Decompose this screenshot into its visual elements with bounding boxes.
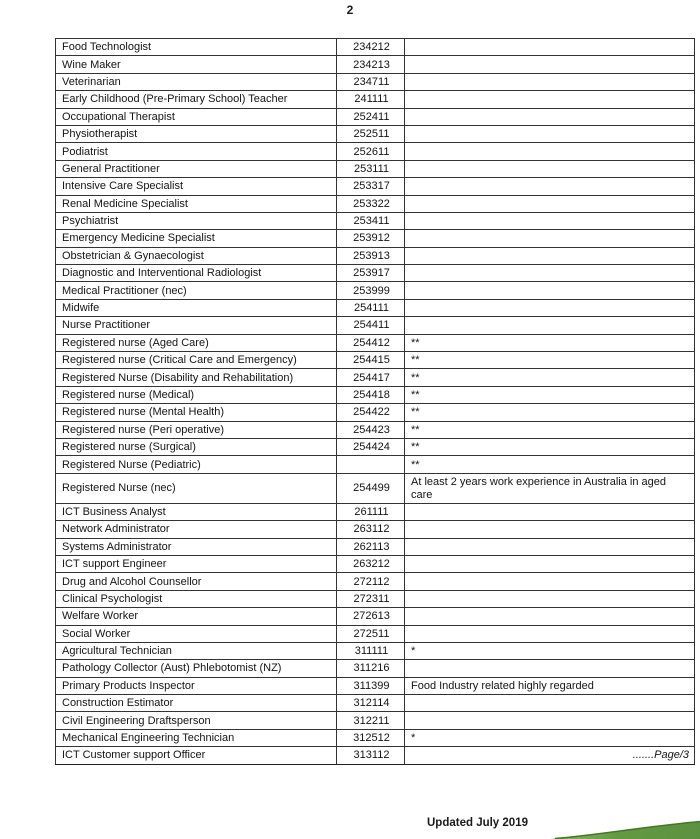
table-row [56,108,695,125]
table-row [56,160,695,177]
note-cell [405,178,695,195]
note-cell: ** [405,438,695,455]
note-cell [405,160,695,177]
note-cell [405,247,695,264]
code-cell: 253111 [337,160,405,177]
code-cell: 234711 [337,73,405,90]
table-row [56,555,695,572]
table-row [56,56,695,73]
occupation-cell: ICT Business Analyst [56,503,337,520]
code-cell: 253411 [337,212,405,229]
code-cell: 253912 [337,230,405,247]
table-row [56,386,695,403]
note-cell: ** [405,334,695,351]
code-cell [337,456,405,473]
occupation-cell: Wine Maker [56,56,337,73]
note-cell: ** [405,352,695,369]
occupation-cell: Early Childhood (Pre-Primary School) Teacher [56,91,337,108]
code-cell: 272613 [337,608,405,625]
note-cell [405,695,695,712]
occupation-table [55,38,695,765]
green-swoosh-decoration [550,817,700,839]
occupation-cell: General Practitioner [56,160,337,177]
code-cell: 254418 [337,386,405,403]
occupation-cell: Agricultural Technician [56,642,337,659]
occupation-cell: Registered nurse (Surgical) [56,438,337,455]
note-cell: ** [405,369,695,386]
code-cell: 312211 [337,712,405,729]
occupation-cell: Registered nurse (Medical) [56,386,337,403]
table-row [56,590,695,607]
note-cell: .......Page/3 [405,747,695,764]
note-cell [405,56,695,73]
note-cell: ** [405,404,695,421]
table-row [56,212,695,229]
code-cell: 254422 [337,404,405,421]
table-row [56,299,695,316]
occupation-cell: Primary Products Inspector [56,677,337,694]
code-cell: 253913 [337,247,405,264]
code-cell: 234212 [337,39,405,56]
note-cell [405,108,695,125]
occupation-cell: Registered nurse (Critical Care and Emergency) [56,352,337,369]
code-cell: 261111 [337,503,405,520]
occupation-cell: Occupational Therapist [56,108,337,125]
occupation-cell: Intensive Care Specialist [56,178,337,195]
note-cell [405,573,695,590]
code-cell: 254424 [337,438,405,455]
code-cell: 311111 [337,642,405,659]
code-cell: 252411 [337,108,405,125]
table-row [56,317,695,334]
note-cell [405,608,695,625]
code-cell: 254417 [337,369,405,386]
occupation-cell: Mechanical Engineering Technician [56,729,337,746]
table-row [56,178,695,195]
note-cell [405,555,695,572]
note-cell: * [405,642,695,659]
code-cell: 254111 [337,299,405,316]
table-row [56,729,695,746]
occupation-cell: Social Worker [56,625,337,642]
table-row [56,265,695,282]
note-cell [405,125,695,142]
table-row [56,456,695,473]
table-row [56,125,695,142]
code-cell: 254423 [337,421,405,438]
note-cell [405,91,695,108]
occupation-cell: Registered Nurse (Pediatric) [56,456,337,473]
code-cell: 262113 [337,538,405,555]
occupation-cell: Clinical Psychologist [56,590,337,607]
occupation-cell: Obstetrician & Gynaecologist [56,247,337,264]
table-row [56,608,695,625]
table-row [56,521,695,538]
note-cell [405,712,695,729]
footer-updated-date: Updated July 2019 [427,817,528,829]
note-cell: * [405,729,695,746]
table-row [56,73,695,90]
occupation-cell: Systems Administrator [56,538,337,555]
table-row [56,352,695,369]
occupation-cell: Registered Nurse (Disability and Rehabilitation) [56,369,337,386]
code-cell: 253917 [337,265,405,282]
note-cell [405,625,695,642]
note-cell [405,317,695,334]
table-row [56,695,695,712]
table-row [56,625,695,642]
table-row [56,573,695,590]
table-row [56,247,695,264]
occupation-cell: Physiotherapist [56,125,337,142]
code-cell: 254415 [337,352,405,369]
table-row [56,421,695,438]
page-number: 2 [346,3,354,17]
occupation-cell: Drug and Alcohol Counsellor [56,573,337,590]
code-cell: 241111 [337,91,405,108]
occupation-cell: Emergency Medicine Specialist [56,230,337,247]
code-cell: 252611 [337,143,405,160]
note-cell [405,39,695,56]
occupation-cell: Civil Engineering Draftsperson [56,712,337,729]
note-cell: ** [405,456,695,473]
table-row [56,369,695,386]
note-cell: Food Industry related highly regarded [405,677,695,694]
note-cell [405,230,695,247]
occupation-cell: Diagnostic and Interventional Radiologist [56,265,337,282]
code-cell: 311399 [337,677,405,694]
note-cell: ** [405,421,695,438]
note-cell [405,590,695,607]
code-cell: 253317 [337,178,405,195]
occupation-cell: Food Technologist [56,39,337,56]
note-cell [405,299,695,316]
code-cell: 252511 [337,125,405,142]
occupation-table-container [55,38,694,765]
code-cell: 263112 [337,521,405,538]
table-row [56,642,695,659]
code-cell: 313112 [337,747,405,764]
table-row [56,282,695,299]
table-row [56,143,695,160]
note-cell [405,73,695,90]
table-row [56,404,695,421]
table-row [56,538,695,555]
code-cell: 234213 [337,56,405,73]
code-cell: 272112 [337,573,405,590]
table-row [56,677,695,694]
occupation-cell: Pathology Collector (Aust) Phlebotomist (NZ) [56,660,337,677]
occupation-cell: Network Administrator [56,521,337,538]
code-cell: 253999 [337,282,405,299]
code-cell: 312512 [337,729,405,746]
occupation-table-body [56,39,695,765]
note-cell [405,521,695,538]
note-cell [405,538,695,555]
note-cell [405,282,695,299]
note-cell [405,265,695,282]
note-cell: At least 2 years work experience in Australia in aged care [405,473,695,503]
occupation-cell: Construction Estimator [56,695,337,712]
note-cell [405,660,695,677]
code-cell: 254411 [337,317,405,334]
table-row [56,712,695,729]
occupation-cell: Welfare Worker [56,608,337,625]
occupation-cell: Renal Medicine Specialist [56,195,337,212]
table-row [56,473,695,503]
occupation-cell: Registered nurse (Aged Care) [56,334,337,351]
code-cell: 254499 [337,473,405,503]
occupation-cell: ICT support Engineer [56,555,337,572]
note-cell [405,195,695,212]
table-row [56,230,695,247]
occupation-cell: Registered nurse (Peri operative) [56,421,337,438]
code-cell: 312114 [337,695,405,712]
code-cell: 272511 [337,625,405,642]
occupation-cell: Medical Practitioner (nec) [56,282,337,299]
occupation-cell: Midwife [56,299,337,316]
code-cell: 253322 [337,195,405,212]
code-cell: 263212 [337,555,405,572]
table-row [56,334,695,351]
occupation-cell: Registered Nurse (nec) [56,473,337,503]
table-row [56,195,695,212]
table-row [56,747,695,764]
note-cell: ** [405,386,695,403]
table-row [56,438,695,455]
occupation-cell: Registered nurse (Mental Health) [56,404,337,421]
note-cell [405,212,695,229]
occupation-cell: Nurse Practitioner [56,317,337,334]
occupation-cell: Podiatrist [56,143,337,160]
occupation-cell: Psychiatrist [56,212,337,229]
table-row [56,660,695,677]
code-cell: 272311 [337,590,405,607]
table-row [56,503,695,520]
code-cell: 254412 [337,334,405,351]
occupation-cell: ICT Customer support Officer [56,747,337,764]
table-row [56,39,695,56]
occupation-cell: Veterinarian [56,73,337,90]
note-cell [405,143,695,160]
note-cell [405,503,695,520]
table-row [56,91,695,108]
code-cell: 311216 [337,660,405,677]
